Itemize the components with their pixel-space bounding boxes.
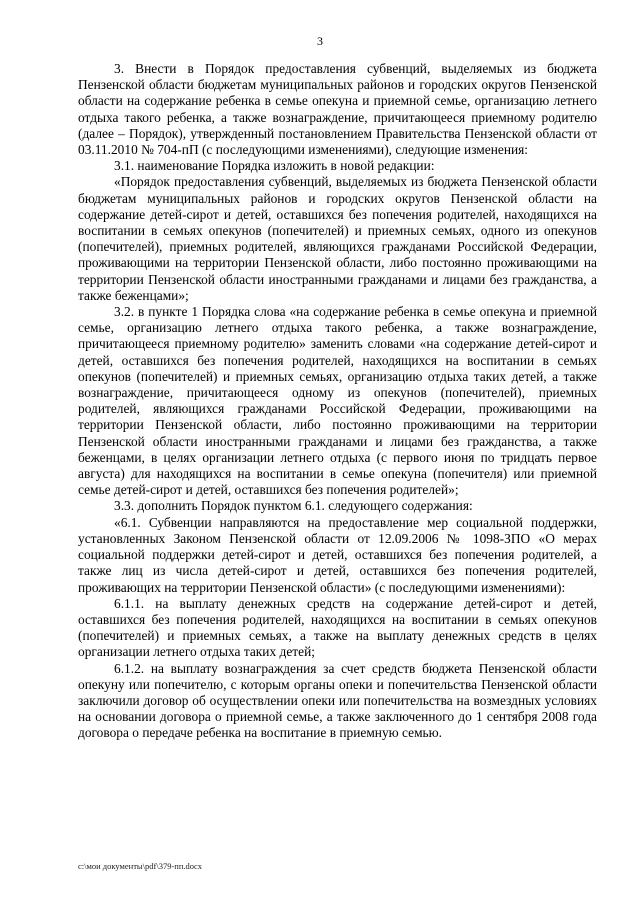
paragraph-3-1: 3.1. наименование Порядка изложить в новой редакции:	[114, 158, 435, 174]
paragraph-6-1: «6.1. Субвенции направляются на предоставление мер социальной поддержки, установленных Законом Пензенской области от 12.09.2006 № 1098-ЗПО «О мерах социальной поддержки детей-сирот и детей, оставшихся без попечения родителей, а также лиц из числа детей-сирот и детей, оставшихся без попечения родителей, проживающих на территории Пензенской области» (с последующими изменениями):	[78, 514, 597, 595]
paragraph-3-3: 3.3. дополнить Порядок пунктом 6.1. следующего содержания:	[114, 498, 473, 514]
paragraph-3: 3. Внести в Порядок предоставления субвенций, выделяемых из бюджета Пензенской области бюджетам муниципальных районов и городских округов Пензенской области на содержание ребенка в семье опекуна и приемной семье, организацию летнего отдыха такого ребенка, а также вознаграждение, причитающееся приемному родителю (далее – Порядок), утвержденный постановлением Правительства Пензенской области от 03.11.2010 № 704-пП (с последующими изменениями), следующие изменения:	[78, 61, 597, 158]
paragraph-3-1-text: «Порядок предоставления субвенций, выделяемых из бюджета Пензенской области бюджетам муниципальных районов и городских округов Пензенской области на содержание детей-сирот и детей, оставшихся без попечения родителей, находящихся на воспитании в семьях опекунов (попечителей) и приемных семьях, одного из опекунов (попечителей), приемных родителей, являющихся гражданами Российской Федерации, проживающими на территории Пензенской области, либо постоянно проживающими на территории Пензенской области иностранными гражданами и лицами без гражданства, а также беженцами»;	[78, 174, 597, 303]
footer-file-path: c:\мои документы\pdf\379-пп.docx	[78, 861, 203, 871]
page-number: 3	[317, 34, 323, 48]
paragraph-3-2: 3.2. в пункте 1 Порядка слова «на содержание ребенка в семье опекуна и приемной семье, организацию летнего отдыха такого ребенка, а также вознаграждение, причитающееся приемному родителю» заменить словами «на содержание детей-сирот и детей, оставшихся без попечения родителей, находящихся на воспитании в семьях опекунов (попечителей) и приемных семьях, организацию отдыха таких детей, а также вознаграждение, причитающееся одному из опекунов (попечителей), приемных родителей, являющихся гражданами Российской Федерации, проживающими на территории Пензенской области, либо постоянно проживающими на территории Пензенской области иностранными гражданами и лицами без гражданства, а также беженцами, в целях организации летнего отдыха (с первого июня по тридцать первое августа) для находящихся на воспитании в семье опекуна (попечителя) или приемной семье детей-сирот и детей, оставшихся без попечения родителей»;	[78, 304, 597, 498]
document-body	[78, 61, 597, 742]
paragraph-6-1-2: 6.1.2. на выплату вознаграждения за счет средств бюджета Пензенской области опекуну или попечителю, с которым органы опеки и попечительства Пензенской области заключили договор об осуществлении опеки или попечительства на возмездных условиях на основании договора о приемной семье, а также заключенного до 1 сентября 2008 года договора о передаче ребенка на воспитание в приемную семью.	[78, 660, 597, 741]
paragraph-6-1-1: 6.1.1. на выплату денежных средств на содержание детей-сирот и детей, оставшихся без попечения родителей, находящихся на воспитании в семьях опекунов (попечителей) и приемных семьях, а также на выплату денежных средств в целях организации летнего отдыха таких детей;	[78, 595, 597, 660]
